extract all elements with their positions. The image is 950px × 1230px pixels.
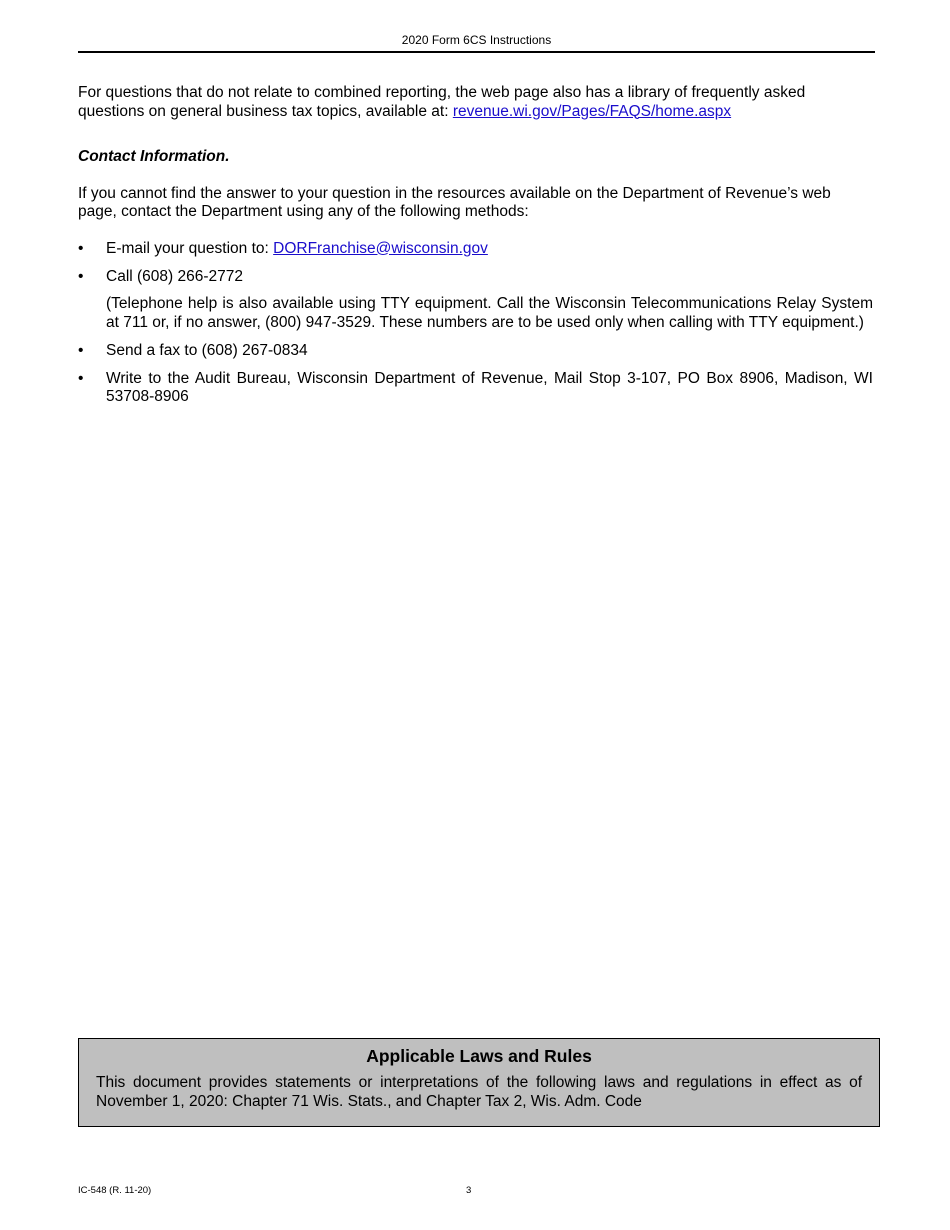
fax-text: Send a fax to (608) 267-0834 [106, 341, 308, 359]
intro-text: For questions that do not relate to combined reporting, the web page also has a library of frequently asked questions on general business tax topics, available at: [78, 84, 806, 120]
page-header [78, 33, 875, 53]
email-link[interactable]: DORFranchise@wisconsin.gov [273, 239, 488, 257]
bullet-icon: • [78, 267, 84, 285]
bullet-icon: • [78, 341, 84, 359]
list-item-call [78, 268, 873, 333]
page-number: 3 [466, 1185, 472, 1196]
contact-paragraph: If you cannot find the answer to your question in the resources available on the Department of Revenue’s web page, contact the Department using any of the following methods: [78, 184, 831, 220]
list-item-fax [78, 342, 873, 361]
bullet-icon: • [78, 369, 84, 387]
contact-heading: Contact Information. [78, 148, 230, 165]
bullet-icon: • [78, 239, 84, 257]
main-content [78, 84, 873, 416]
form-id: IC-548 (R. 11-20) [78, 1185, 152, 1196]
list-item-email [78, 240, 873, 259]
header-title: 2020 Form 6CS Instructions [401, 33, 552, 47]
laws-title: Applicable Laws and Rules [366, 1046, 592, 1066]
write-text: Write to the Audit Bureau, Wisconsin Department of Revenue, Mail Stop 3-107, PO Box 8906, Madison, WI 53708-8906 [106, 369, 873, 405]
email-prefix: E-mail your question to: [106, 239, 274, 257]
intro-paragraph [78, 84, 873, 121]
call-text: Call (608) 266-2772 [106, 267, 244, 285]
contact-methods-list [78, 240, 873, 407]
faq-link[interactable]: revenue.wi.gov/Pages/FAQS/home.aspx [452, 102, 732, 120]
list-item-write [78, 370, 873, 407]
tty-note: (Telephone help is also available using TTY equipment. Call the Wisconsin Telecommunications Relay System at 711 or, if no answer, (800) 947-3529. These numbers are to be used only when calling with TTY equipment.) [106, 295, 873, 331]
laws-text: This document provides statements or interpretations of the following laws and regulations in effect as of November 1, 2020: Chapter 71 Wis. Stats., and Chapter Tax 2, Wis. Adm. Code [96, 1074, 862, 1110]
applicable-laws-box [78, 1038, 880, 1127]
